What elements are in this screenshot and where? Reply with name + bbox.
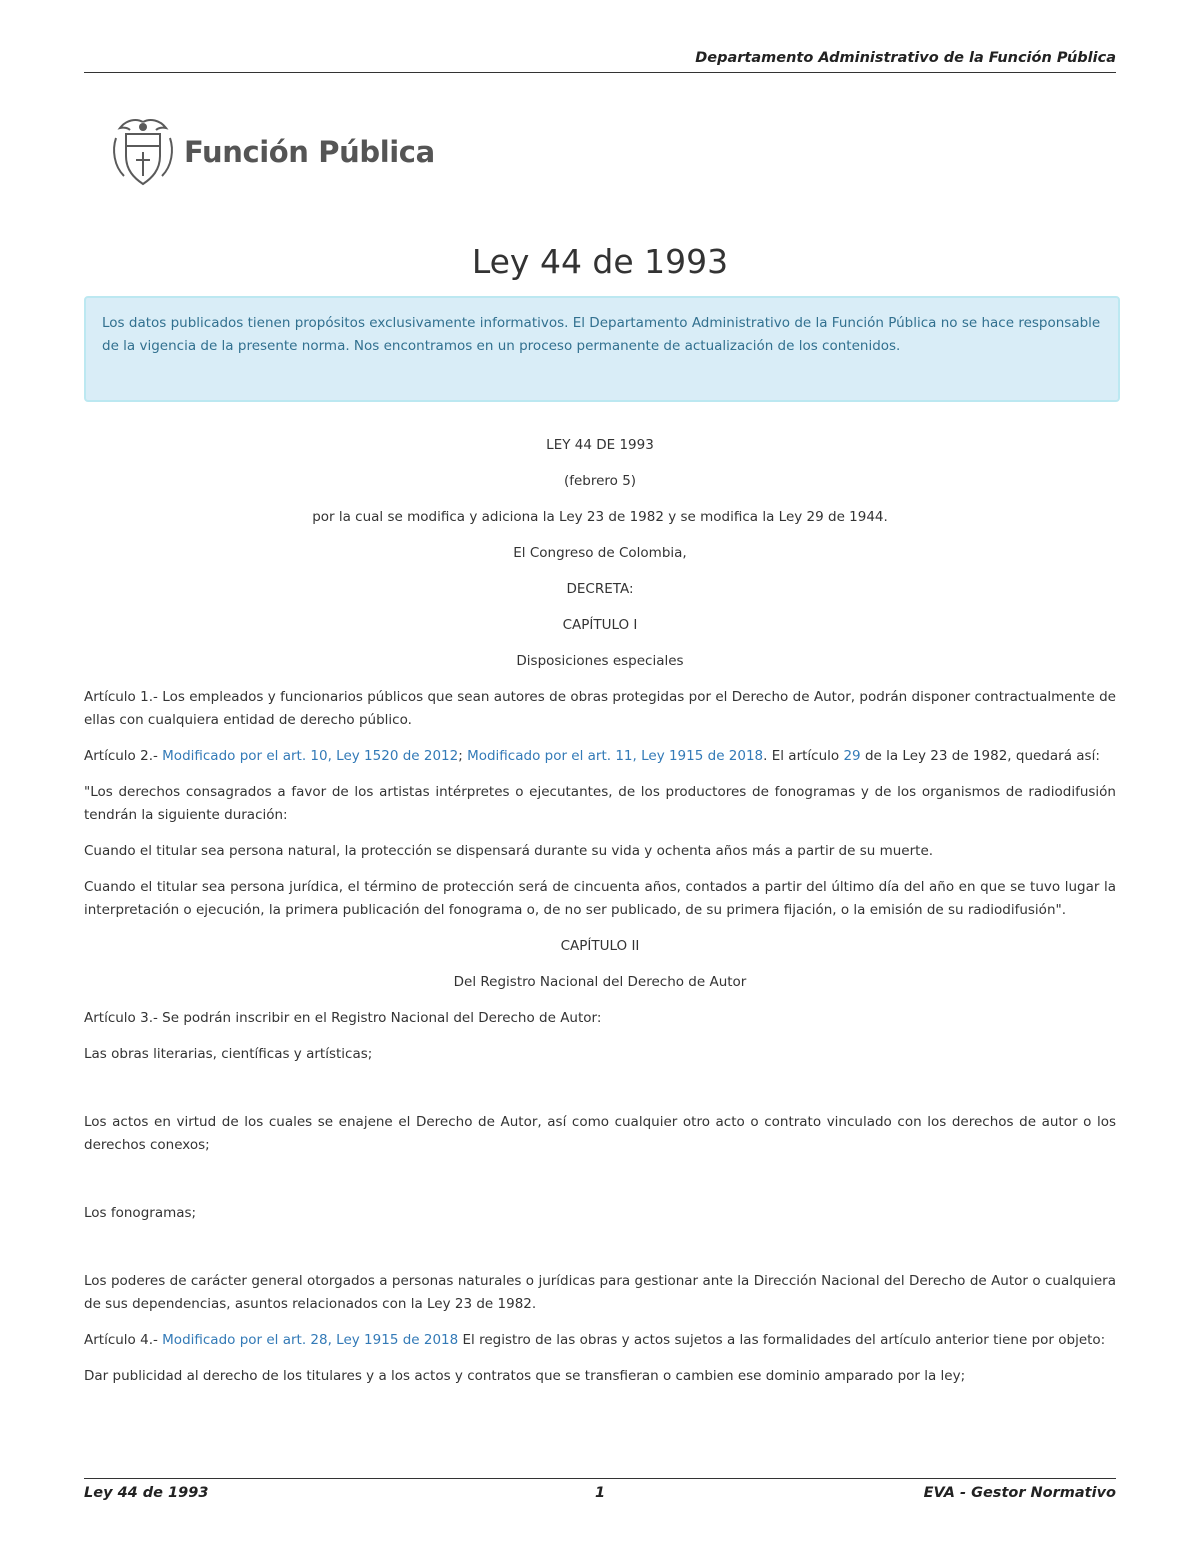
colombia-coat-of-arms-icon <box>108 116 178 188</box>
article-2-suffix: de la Ley 23 de 1982, quedará así: <box>860 748 1100 764</box>
chapter-1-title: Disposiciones especiales <box>516 653 684 669</box>
header-org: Departamento Administrativo de la Función Pública <box>695 50 1116 66</box>
article-2-prefix: Artículo 2.- <box>84 748 163 764</box>
law-date: (febrero 5) <box>563 473 637 489</box>
article-2-mid: . El artículo <box>763 748 844 764</box>
page-title: Ley 44 de 1993 <box>471 242 729 281</box>
article-29-link[interactable]: 29 <box>843 748 861 764</box>
article-2-paragraph: "Los derechos consagrados a favor de los artistas intérpretes o ejecutantes, de los productores de fonogramas y de los organismos de radiodifusión tendrán la siguiente duración: <box>84 784 1116 823</box>
law-summary: por la cual se modifica y adiciona la Ley 23 de 1982 y se modifica la Ley 29 de 1944. <box>312 509 888 525</box>
chapter-1-heading: CAPÍTULO I <box>562 617 638 633</box>
footer-system-name: EVA - Gestor Normativo <box>923 1485 1116 1501</box>
list-item: Las obras literarias, científicas y artísticas; <box>84 1046 373 1062</box>
article-4-link-ley-1915[interactable]: Modificado por el art. 28, Ley 1915 de 2018 <box>162 1332 459 1348</box>
law-content <box>84 434 1116 1401</box>
chapter-2-title: Del Registro Nacional del Derecho de Autor <box>453 974 747 990</box>
article-4-suffix: El registro de las obras y actos sujetos a las formalidades del artículo anterior tiene por objeto: <box>458 1332 1106 1348</box>
page-number: 1 <box>594 1485 606 1501</box>
footer-divider <box>84 1478 1116 1479</box>
article-3: Artículo 3.- Se podrán inscribir en el Registro Nacional del Derecho de Autor: <box>84 1010 602 1026</box>
decreta-line: DECRETA: <box>566 581 634 597</box>
law-heading: LEY 44 DE 1993 <box>546 437 654 453</box>
list-item: Los poderes de carácter general otorgados a personas naturales o jurídicas para gestionar ante la Dirección Nacional del Derecho de Autor o cualquiera de sus dependencias, asuntos relacionados con la Ley 23 de 1982. <box>84 1273 1116 1312</box>
list-item: Los fonogramas; <box>84 1205 197 1221</box>
article-2-link-ley-1520[interactable]: Modificado por el art. 10, Ley 1520 de 2012 <box>162 748 459 764</box>
article-1: Artículo 1.- Los empleados y funcionarios públicos que sean autores de obras protegidas por el Derecho de Autor, podrán disponer contractualmente de ellas con cualquiera entidad de derecho público. <box>84 689 1116 728</box>
article-2-paragraph: Cuando el titular sea persona natural, la protección se dispensará durante su vida y ochenta años más a partir de su muerte. <box>84 843 934 859</box>
article-4-paragraph: Dar publicidad al derecho de los titulares y a los actos y contratos que se transfieran o cambien ese dominio amparado por la ley; <box>84 1368 966 1384</box>
article-2-paragraph: Cuando el titular sea persona jurídica, el término de protección será de cincuenta años, contados a partir del último día del año en que se tuvo lugar la interpretación o ejecución, la primera publicación del fonograma o, de no ser publicado, de su primera fijación, o la emisión de su radiodifusión". <box>84 879 1116 918</box>
article-4 <box>84 1329 1116 1352</box>
footer-law-name: Ley 44 de 1993 <box>84 1485 209 1501</box>
congress-line: El Congreso de Colombia, <box>513 545 687 561</box>
article-4-prefix: Artículo 4.- <box>84 1332 163 1348</box>
article-2 <box>84 745 1116 768</box>
logo <box>108 116 435 188</box>
info-alert: Los datos publicados tienen propósitos exclusivamente informativos. El Departamento Administrativo de la Función Pública no se hace responsable de la vigencia de la presente norma. Nos encontramos en un proceso permanente de actualización de los contenidos. <box>84 296 1120 402</box>
list-item: Los actos en virtud de los cuales se enajene el Derecho de Autor, así como cualquier otro acto o contrato vinculado con los derechos de autor o los derechos conexos; <box>84 1114 1116 1153</box>
header-divider <box>84 72 1116 73</box>
logo-text: Función Pública <box>184 135 435 169</box>
chapter-2-heading: CAPÍTULO II <box>560 938 640 954</box>
article-2-separator: ; <box>458 748 468 764</box>
article-2-link-ley-1915[interactable]: Modificado por el art. 11, Ley 1915 de 2018 <box>467 748 764 764</box>
